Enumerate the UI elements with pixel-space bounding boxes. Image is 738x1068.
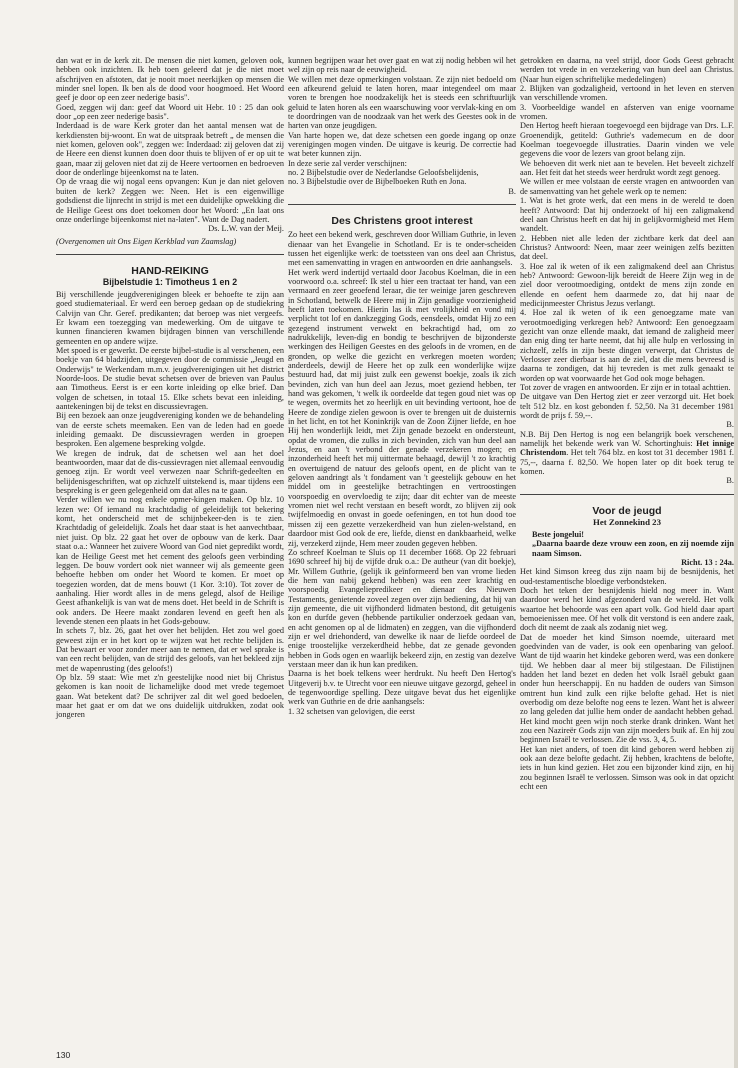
column-middle	[288, 56, 516, 716]
paragraph: In schets 7, blz. 26, gaat het over het belijden. Het zou wel goed geweest zijn er in het kort op te wijzen wat het rechte belijden is. Dat bewaart er voor zonder meer aan te nemen, dat er wel sprake is van een recht belijden, van de strijd des geloofs, van het bekleed zijn met de wapenrusting (des geloofs!)	[56, 626, 284, 673]
column-right	[520, 56, 734, 791]
paragraph: dan wat er in de kerk zit. De mensen die niet komen, geloven ook, hebben ook inzichten. Ik heb toen geleerd dat je die niet moet afschrijven en afstoten, dat je nooit moet neerkijken op mensen die minder snel lopen. Ik ben als de dood voor hoogmoed. Het Woord geef je door op een zeer nederige basis".	[56, 56, 284, 103]
paragraph: Daarna is het boek telkens weer herdrukt. Nu heeft Den Hertog's Uitgeverij b.v. te Utrecht voor een nieuwe uitgave gezorgd, geheel in de tegenwoordige spelling. Deze uitgave bevat dus het eigenlijke werk van Guthrie en de drie aanhangsels:	[288, 669, 516, 707]
author-signature: B.	[508, 186, 516, 196]
paragraph: Den Hertog heeft hieraan toegevoegd een bijdrage van Drs. L.F. Groenendijk, getiteld: Guthrie's vademecum en de door Koelman toegevoegde illustraties. Daarin vinden we vele gegevens die voor de lezers van groot belang zijn.	[520, 121, 734, 159]
paragraph: 2. Blijken van godzaligheid, vertoond in het leven en sterven van verschillende vromen.	[520, 84, 734, 103]
paragraph: Met spoed is er gewerkt. De eerste bijbel-studie is al verschenen, een boekje van 64 bladzijden, uitgegeven door de commissie „Jeugd en Onderwijs" te Werkendam m.m.v. jeugdverenigingen uit het district Noorde-loos. De studie bevat schetsen over de brieven van Paulus aan Timotheus. Eerst is er een korte inleiding op elke brief. Dan volgen de schetsen, in totaal 15. Elke schets bevat een inleiding, aantekeningen bij de tekst en discussievragen.	[56, 345, 284, 411]
section-divider	[288, 204, 516, 205]
section-heading-hand-reiking: HAND-REIKING	[131, 264, 209, 277]
paragraph: Verder willen we nu nog enkele opmer-kingen maken. Op blz. 10 lezen we: Of iemand nu krachtdadig of geleidelijk tot bekering komt, het onderscheid met de schijnbekeer-den is te zien. Krachtdadig of geleidelijk. Zoals het daar staat is het aanvechtbaar, niet juist. Op blz. 22 gaat het over de opbouw van de kerk. Daar staat o.a.: Wanneer het zuivere Woord van God niet gepredikt wordt, kan de Heilige Geest met het cement des geloofs geen verbinding leggen. De bouw vordert ook niet wanneer wij als gemeente geen behoefte hebben om onder het Woord te komen. Er moet op toegezien worden, dat de mens bouwt (1 Kor. 3:10). Tot zover de aanhaling. Hier wordt alles in de mens gelegd, alsof de Heilige Geest afhankelijk is van wat de mens doet. Het beeld in de Schrift is ook anders. De Heere maakt zondaren levend en geeft hen als levende stenen een plaats in het Gods-gebouw.	[56, 495, 284, 626]
paragraph: Het kan niet anders, of toen dit kind geboren werd hebben zij ook aan deze belofte gedacht. Zij hebben, krachtens de belofte, iets in hun kind gezien. Het zou een bijzonder kind zijn, en hij zou beginnen Israël te verlossen. Simson was ook in dat opzicht echt een	[520, 744, 734, 792]
paragraph: 4. Hoe zal ik weten of ik een genoegzame mate van verootmoediging verkregen heb? Antwoord: Een genoegzaam gezicht van onze ellende maakt, dat iemand de zaligheid meer dan enig ding ter harte neemt, dat hij alle hulp en verlossing in zichzelf, zelfs in zijn beste dingen verwerpt, dat Christus de Verlosser zeer dierbaar is aan de ziel, dat die mens bevreesd is daarna te zondigen, dat hij tevreden is met zulk genaakt te worden op wat voorwaarde het God ook moge behagen.	[520, 308, 734, 383]
paragraph: Doch het teken der besnijdenis hield nog meer in. Want daardoor werd het kind afgezonderd van de wereld. Het volk waartoe het behoorde was een apart volk. God hield daar apart bemoeienissen mee. Of het volk dit verstond is een andere zaak, doch dit neemt de zaak als zodanig niet weg.	[520, 585, 734, 633]
greeting: Beste jongelui!	[532, 529, 585, 539]
author-signature: B.	[726, 420, 734, 430]
paragraph: 2. Hebben niet alle leden der zichtbare kerk dat deel aan Christus? Antwoord: Neen, maar zeer weinigen zelfs bezitten dat deel.	[520, 233, 734, 262]
column-left	[56, 56, 284, 720]
paragraph: no. 2 Bijbelstudie over de Nederlandse Geloofsbelijdenis,	[288, 168, 479, 178]
section-heading-voor-de-jeugd: Voor de jeugd	[592, 504, 662, 517]
paragraph: Van harte hopen we, dat deze schetsen een goede ingang op onze verenigingen mogen vinden. De uitgave is keurig. De correctie had wat beter kunnen zijn.	[288, 130, 516, 159]
paragraph	[520, 430, 734, 477]
section-subheading: Bijbelstudie 1: Timotheus 1 en 2	[102, 276, 238, 287]
paragraph: Zo heet een bekend werk, geschreven door William Guthrie, in leven dienaar van het Evangelie in Schotland. Er is te onder-scheiden tussen het eigenlijke werk: de toetssteen van ons deel aan Christus, met een samenvatting in vragen en antwoorden en drie aanhangsels.	[288, 230, 516, 268]
paragraph: We kregen de indruk, dat de schetsen wel aan het doel beantwoorden, maar dat de dis-cussievragen niet allemaal eenvoudig genoeg zijn. Er wordt veel verwezen naar Schrift-gedeelten en belijdenisgeschriften, wat op zichzelf uitstekend is, maar tijdens een bespreking is er geen gelegenheid om dat alles na te gaan.	[56, 448, 284, 496]
paragraph: getrokken en daarna, na veel strijd, door Gods Geest gebracht werden tot vrede in en verzekering van hun deel aan Christus. (Naar hun eigen schriftelijke mededelingen)	[520, 56, 734, 84]
paragraph: We willen er mee volstaan de eerste vragen en antwoorden van de samenvatting van het gehele werk op te nemen:	[520, 177, 734, 196]
section-divider	[56, 254, 284, 255]
paragraph: De uitgave van Den Hertog ziet er zeer verzorgd uit. Het boek telt 512 blz. en kost gebonden f. 52,50. Na 31 december 1981 wordt de prijs f. 59,--.	[520, 392, 734, 421]
text-span: . Het telt 764 blz. en kost tot 31 december 1981 f. 75,--, daarna f. 82,50. We hopen later op dit boek terug te komen.	[520, 448, 734, 477]
paragraph: Het werk werd indertijd vertaald door Jacobus Koelman, die in een voorwoord o.a. schreef: Ik stel u hier een tractaat ter hand, van een vermaard en zeer geoefend leraar, die ter weinige jaren geschreven in Schotland, betwelk de Heere mij in Zijn genadige voorzienigheid heeft laten toekomen. Hierin las ik met vrolijkheid en vond mij verplicht tot lof en dankzegging Gods, eensdeels, omdat Hij zo een gezegend instrument verwekt en bekrachtigd had, om zo nadrukkelijk, leven-dig en bondig te beschrijven de bijzonderste werkingen des Heiligen Geestes en des geloofs in de vromen, en de gronden, op welke die gezicht en verkregen moeten worden; anderdeels, dewijl de Heere het op zulk een wonderlijke wijze bestuurd had, dat mij juist zulk een gewenst boekje, zoals ik zich bevinden, zich van hun deel aan Jezus, moet geziend hebben, ter hand was gekomen, 't welk ik oordeelde dat tegen goud niet was op te wegen, overmits het zo heerlijk en uit bevinding vertoont, hoe de Heere de zondige zielen gewoon is over te brengen uit de duisternis in het licht, en tot het Koninkrijk van de Zoon Zijner liefde, en hoe Hij hen wonderlijk leidt, met Zijn genade bezoekt en ondersteunt, opdat de vromen, die zulks in zich bevinden, zich van hun deel aan Jezus, en aan 't verbond der genade verzekeren mogen; en inzonderheid heeft het mij uittermate behaagd, dewijl 't zo krachtig en overtuigend de natuur des geloofs opent, en de plicht van te geloven aandringt als 't fondament van 't geestelijk gebouw en het middel om in geestelijke betrachtingen en vertroostingen voorspoedig en overvloedig te zijn; daar dit echter van de meeste vromen niet wel recht verstaan en beseft wordt, zo blijven zij ook twijfelmoedig en onvast in goede oefeningen, en tot hun dood toe missen zij een gezette verzekerdheid van hun zielen-welstand, en daardoor mist God ook de ere, liefde, dienst en dankbaarheid, welke zij, verzekerd zijnde, Hem meer zouden gegeven hebben.	[288, 267, 516, 548]
author-signature: B.	[726, 476, 734, 486]
paragraph: Op blz. 59 staat: Wie met z'n geestelijke nood niet bij Christus gekomen is kan nooit de lichamelijke dood met vrede tegemoet gaan. Wat betekent dat? De schrijver zal dit wel goed bedoelen, maar het gaat er om dat we ons duidelijk uitdrukken, zodat ook jongeren	[56, 672, 284, 720]
author-signature: Ds. L.W. van der Meij.	[208, 224, 284, 234]
paragraph: Dat de moeder het kind Simson noemde, uiteraard met goedvinden van de vader, is ook een openbaring van geloof. Want de tijd waarin het kindeke geboren werd, was een donkere tijd. We hebben daar al meer bij stilgestaan. De Filistijnen hadden het land bezet en deden het volk Israël gebukt gaan onder hun heerschappij. En nu hadden de ouders van Simson omtrent hun kind zulk een rijke belofte gehad. Het is niet overbodig om deze belofte nog eens te lezen. Want het is alweer zo lang geleden dat jullie hem onder de aandacht hebben gehad. Het kind mocht geen wijn noch sterke drank drinken. Want het zou een Nazireër Gods zijn van zijn moeders buik af. En hij zou beginnen Israël te verlossen. Zie de vss. 3, 4, 5.	[520, 632, 734, 745]
section-divider	[520, 494, 734, 495]
paragraph: Zo schreef Koelman te Sluis op 11 december 1668. Op 22 februari 1690 schreef hij bij de vijfde druk o.a.: De autheur (van dit boekje), Mr. Willem Guthrie, (gelijk ik geïnformeerd ben van vrome lieden die hem van nabij gekend hebben) was een zeer krachtig en voorspoedig Evangeliepredikeer en dienaar des Nieuwen Testaments, genietende zoveel zegen over zijn bediening, dat hij van zijn gemeente, die uit vijfhonderd lidmaten bestond, dit getuigenis kon en durfde geven (hebbende partikulier onderzoek gedaan van, en acht genomen op al de lidmaten) en zeggen, van die vijfhonderd zijn er wel driehonderd, van dewelke ik naar de liefde oordeel de enige troostelijke verzekerdheid hebbe, dat ze genade gevonden hebben in Gods ogen en waarlijk bekeerd zijn, en zestig van dezelve verstaan meer dan ik hun kan prediken.	[288, 547, 516, 669]
source-note: (Overgenomen uit Ons Eigen Kerkblad van Zaamslag)	[56, 236, 237, 246]
section-heading-christens: Des Christens groot interest	[331, 215, 473, 228]
paragraph: We behoeven dit werk niet aan te bevelen. Het beveelt zichzelf aan. Het feit dat het steeds weer herdrukt wordt zegt genoeg.	[520, 158, 734, 178]
paragraph: We willen met deze opmerkingen volstaan. Ze zijn niet bedoeld om een afkeurend geluid te laten horen, maar integendeel om maar voren te brengen hoe noodzakelijk het is steeds een schriftuurlijk geluid te laten horen als een waarschuwing voor vervlak-king en om te doordringen van de noodzaak van het werk des Geestes ook in de harten van onze jeugdigen.	[288, 74, 516, 131]
paragraph: Op de vraag die wij nogal eens opvangen: Kun je dan niet geloven buiten de kerk? Zeggen we: Neen. Het is een eigenwillige godsdienst die lijnrecht in strijd is met een duidelijke opwekking die de Heilige Geest ons doet toekomen door het Woord: „En laat ons onze onderlinge bijeenkomst niet na-laten". Want de Dag nadert.	[56, 177, 284, 224]
paragraph: Bij verschillende jeugdverenigingen bleek er behoefte te zijn aan goed studiemateriaal. Er werd een beroep gedaan op de studiekring Calvijn van Chr. Geref. predikanten; dat beroep was niet vergeefs. Er kwam een toezegging van medewerking. Om de uitgave te kunnen financieren kwamen bijdragen binnen van verschillende gemeenten en op andere wijze.	[56, 289, 284, 346]
scripture-reference: Richt. 13 : 24a.	[681, 557, 734, 567]
page-edge	[734, 0, 738, 1068]
paragraph: 3. Voorbeeldige wandel en afsterven van enige voorname vromen.	[520, 102, 734, 122]
paragraph: Tot zover de vragen en antwoorden. Er zijn er in totaal achttien.	[520, 383, 731, 393]
book-title: Het innige Christendom	[520, 439, 735, 458]
paragraph: kunnen begrijpen waar het over gaat en wat zij nodig hebben wil het wel zijn op reis naar de eeuwigheid.	[288, 56, 516, 75]
paragraph: no. 3 Bijbelstudie over de Bijbelboeken Ruth en Jona.	[288, 177, 467, 187]
paragraph: Inderdaad is de ware Kerk groter dan het aantal mensen wat de kerkdiensten bij-woont. En wat de uitspraak betreft „ de mensen die niet komen, geloven ook", zeggen we: Inderdaad: zij geloven dat zij de Heere een dienst kunnen doen door thuis te blijven of er op uit te gaan, maar zij geloven niet dat zij de Heere vertoornen en bedroeven door de onderlinge bijeenkomst na te laten.	[56, 121, 284, 178]
paragraph: 1. Wat is het grote werk, dat een mens in de wereld te doen heeft? Antwoord: Dat hij onderzoekt of hij een zaligmakend deel aan Christus heeft en dat hij in gelijkvormigheid met Hem wandelt.	[520, 196, 734, 234]
paragraph: 1. 32 schetsen van gelovigen, die eerst	[288, 706, 415, 716]
paragraph: In deze serie zal verder verschijnen:	[288, 158, 407, 168]
paragraph: Goed, zeggen wij dan: geef dat Woord uit Hebr. 10 : 25 dan ook door „op een zeer nederige basis".	[56, 102, 284, 122]
paragraph: Het kind Simson kreeg dus zijn naam bij de besnijdenis, het oud-testamentische bloedige verbondsteken.	[520, 567, 734, 586]
text-span: N.B. Bij Den Hertog is nog een belangrijk boek verschenen, namelijk het bekende werk van W. Schortinghuis:	[520, 429, 734, 449]
page-number: 130	[56, 1050, 71, 1060]
paragraph: 3. Hoe zal ik weten of ik een zaligmakend deel aan Christus heb? Antwoord: Gewoon-lijk bereidt de Heere Zijn weg in de ziel door verootmoediging, ontdekt de mens zijn zonde en ellende en oefent hem daarmede zo, dat hij naar de medicijnmeester Christus Jezus verlangt.	[520, 261, 734, 308]
scripture-quote: „Daarna baarde deze vrouw een zoon, en zij noemde zijn naam Simson.	[532, 539, 734, 558]
paragraph: Bij een bezoek aan onze jeugdvereniging konden we de behandeling van de eerste schets meemaken. Een van de leden had en goede inleiding gemaakt. De discussievragen werden in groepen besproken. Een algemene bespreking volgde.	[56, 411, 284, 449]
section-subheading: Het Zonnekind 23	[593, 516, 661, 527]
